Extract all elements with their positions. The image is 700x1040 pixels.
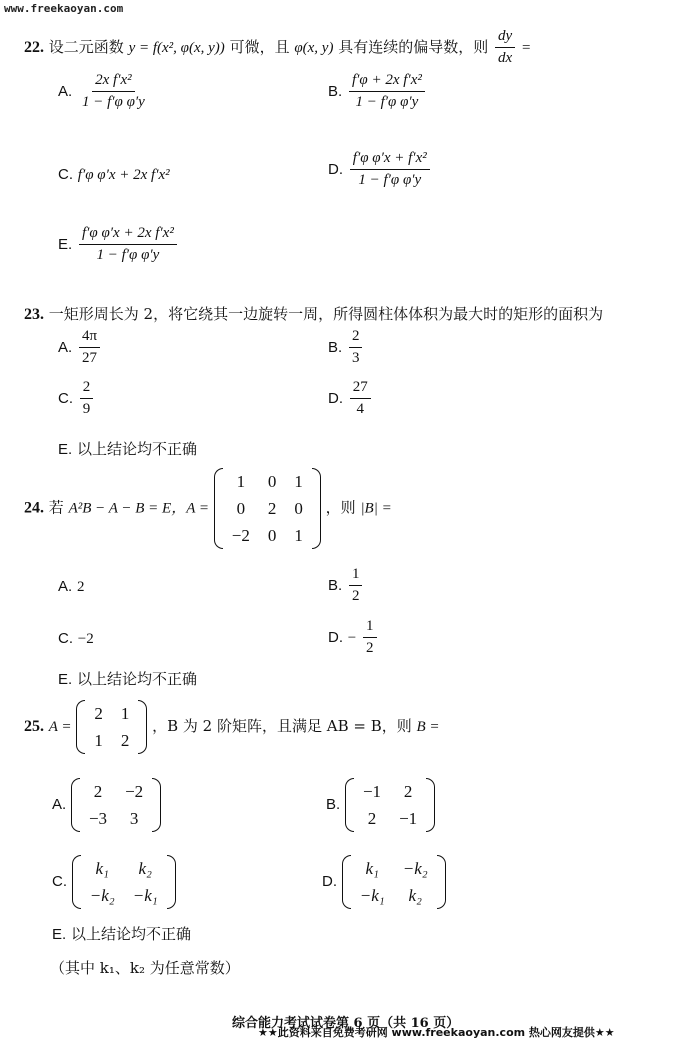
option-formula: f′φ φ′x + 2x f′x² [77,167,170,183]
fraction-numerator: f′φ φ′x + 2x f′x² [79,225,177,245]
option-label: D. [322,873,337,890]
option-label: B. [328,82,343,100]
matrix-cell: 1 [94,730,103,750]
stem-text: 可微，且 [229,37,290,56]
option-label: B. [326,796,341,813]
matrix-cell: 1 [294,525,303,545]
matrix-cell: 1 [120,703,130,723]
fraction-denominator: 2 [351,588,360,605]
option-label: C. [58,389,73,407]
option-23-e[interactable] [58,438,197,459]
option-fraction [349,566,363,606]
left-paren [76,700,85,754]
stem-text: ，则 [325,498,356,517]
option-25-c[interactable] [52,855,176,909]
left-paren [72,855,81,909]
fraction-denominator: dx [498,50,513,67]
option-22-a[interactable] [58,72,150,112]
option-matrix [72,855,176,909]
question-number: 25. [24,718,44,735]
option-label: E. [58,235,73,253]
question-23-stem [24,303,603,324]
fraction-numerator: 2 [349,328,363,348]
matrix-cell: 2 [93,781,103,801]
stem-formula: B = [416,719,440,735]
option-23-a[interactable] [58,328,102,368]
option-fraction [349,72,425,112]
option-text: 以上结论均不正确 [76,440,197,458]
option-label: D. [328,389,343,407]
option-22-e[interactable] [58,225,179,265]
left-paren [342,855,351,909]
option-22-d[interactable] [328,150,432,190]
fraction-numerator: 27 [350,379,371,399]
right-paren [426,778,435,832]
fraction-numerator: 1 [349,566,363,586]
matrix-cell: k₂ [408,885,422,905]
option-24-b[interactable] [328,566,364,606]
matrix-a [214,468,321,549]
stem-formula: φ(x, y) [294,39,334,56]
right-paren [312,468,321,549]
option-fraction [80,379,94,419]
matrix-cell: 2 [367,808,377,828]
fraction-denominator: 9 [82,401,91,418]
option-label: B. [328,576,343,594]
option-25-a[interactable] [52,778,161,832]
fraction-denominator: 4 [356,401,365,418]
matrix-cell: −k₁ [359,885,385,905]
matrix-cell: 1 [236,471,246,491]
matrix-table [81,855,167,909]
matrix-table [80,778,152,832]
page-footer: 综合能力考试试卷第 6 页（共 16 页） [232,1016,460,1031]
matrix-cell: k₂ [138,858,152,878]
matrix-cell: 0 [267,471,277,491]
matrix-cell: −k₁ [132,885,158,905]
fraction-numerator: f′φ + 2x f′x² [349,72,425,92]
matrix-cell: k₁ [95,858,109,878]
fraction-numerator: 1 [363,618,377,638]
option-label: E. [58,671,73,688]
option-24-c[interactable] [58,629,94,648]
option-value: 2 [76,579,85,595]
option-24-e[interactable] [58,668,197,689]
question-25-note: （其中 k₁、k₂ 为任意常数） [50,959,240,977]
question-24-stem [24,468,392,549]
matrix-table [354,778,426,832]
option-fraction [79,225,177,265]
matrix-a [76,700,147,754]
fraction-numerator: 2 [80,379,94,399]
option-label: B. [328,338,343,356]
fraction-denominator: 1 − f′φ φ′y [355,94,419,111]
option-25-e[interactable] [52,923,191,944]
option-23-b[interactable] [328,328,364,368]
matrix-cell: 3 [129,808,139,828]
option-22-b[interactable] [328,72,427,112]
matrix-cell: 1 [294,471,303,491]
equals-sign: = [522,39,531,56]
option-23-d[interactable] [328,379,373,419]
fraction-numerator: f′φ φ′x + f′x² [350,150,430,170]
dy-dx-fraction [495,28,515,68]
right-paren [437,855,446,909]
matrix-cell: 0 [294,498,303,518]
option-24-a[interactable] [58,577,84,596]
option-fraction [363,618,377,658]
stem-formula: y = f(x², φ(x, y)) [128,39,225,56]
matrix-cell: 2 [267,498,277,518]
right-paren [152,778,161,832]
left-paren [214,468,223,549]
matrix-table [223,468,312,549]
stem-text: 若 [48,498,64,517]
option-value: −2 [77,631,94,647]
option-fraction [349,328,363,368]
matrix-table [351,855,437,909]
option-label: C. [52,873,67,890]
stem-text: 具有连续的偏导数，则 [338,37,489,56]
minus-sign: − [347,629,357,646]
fraction-numerator: 2x f′x² [92,72,135,92]
stem-formula: A²B − A − B = E，A = [68,500,209,517]
option-text: 以上结论均不正确 [70,925,191,943]
option-fraction [350,379,371,419]
option-22-c[interactable] [58,165,170,184]
right-paren [167,855,176,909]
matrix-cell: −3 [88,808,108,828]
option-label: E. [58,441,73,458]
option-label: A. [52,796,67,813]
option-label: A. [58,338,73,356]
matrix-cell: 2 [120,730,130,750]
site-url-header: www.freekaoyan.com [4,2,124,15]
matrix-cell: 2 [94,703,103,723]
left-paren [71,778,80,832]
matrix-cell: −1 [399,808,418,828]
option-fraction [79,72,148,112]
option-matrix [345,778,435,832]
fraction-denominator: 1 − f′φ φ′y [96,247,160,264]
fraction-denominator: 2 [366,640,374,657]
question-25-stem [24,700,440,754]
option-label: C. [58,166,73,183]
option-label: C. [58,630,73,647]
option-fraction [79,328,100,368]
matrix-cell: −2 [231,525,250,545]
option-label: A. [58,578,73,595]
matrix-cell: 0 [236,498,246,518]
option-25-d[interactable] [322,855,446,909]
matrix-cell: −2 [125,781,144,801]
option-23-c[interactable] [58,379,95,419]
matrix-cell: −k₂ [402,858,428,878]
option-fraction [350,150,430,190]
matrix-cell: −k₂ [89,885,115,905]
fraction-denominator: 1 − f′φ φ′y [358,172,422,189]
option-label: D. [328,160,343,178]
option-24-d[interactable] [328,618,379,658]
fraction-denominator: 3 [351,350,360,367]
matrix-cell: −1 [362,781,382,801]
stem-text: 设二元函数 [48,37,124,56]
fraction-denominator: 27 [82,350,97,367]
stem-text: ，B 为 2 阶矩阵，且满足 AB = B，则 [152,717,412,735]
fraction-numerator: dy [495,28,515,48]
option-matrix [342,855,446,909]
matrix-cell: k₁ [365,858,379,878]
stem-text: 一矩形周长为 2，将它绕其一边旋转一周，所得圆柱体体积为最大时的矩形的面积为 [48,305,604,323]
question-number: 22. [24,38,44,56]
matrix-cell: 0 [267,525,277,545]
stem-formula: A = [48,719,72,735]
right-paren [138,700,147,754]
option-matrix [71,778,161,832]
stem-formula: |B| = [360,500,392,517]
question-number: 23. [24,306,44,323]
fraction-denominator: 1 − f′φ φ′y [81,94,145,111]
fraction-numerator: 4π [79,328,100,348]
matrix-cell: 2 [403,781,413,801]
option-label: D. [328,628,343,646]
option-text: 以上结论均不正确 [76,670,197,688]
source-banner: ★★此资料来自免费考研网 www.freekaoyan.com 热心网友提供★★ [258,1026,615,1039]
question-number: 24. [24,499,44,517]
matrix-table [85,700,138,754]
option-label: A. [58,82,73,100]
option-25-b[interactable] [326,778,435,832]
option-label: E. [52,926,67,943]
left-paren [345,778,354,832]
question-22-stem [24,28,530,68]
